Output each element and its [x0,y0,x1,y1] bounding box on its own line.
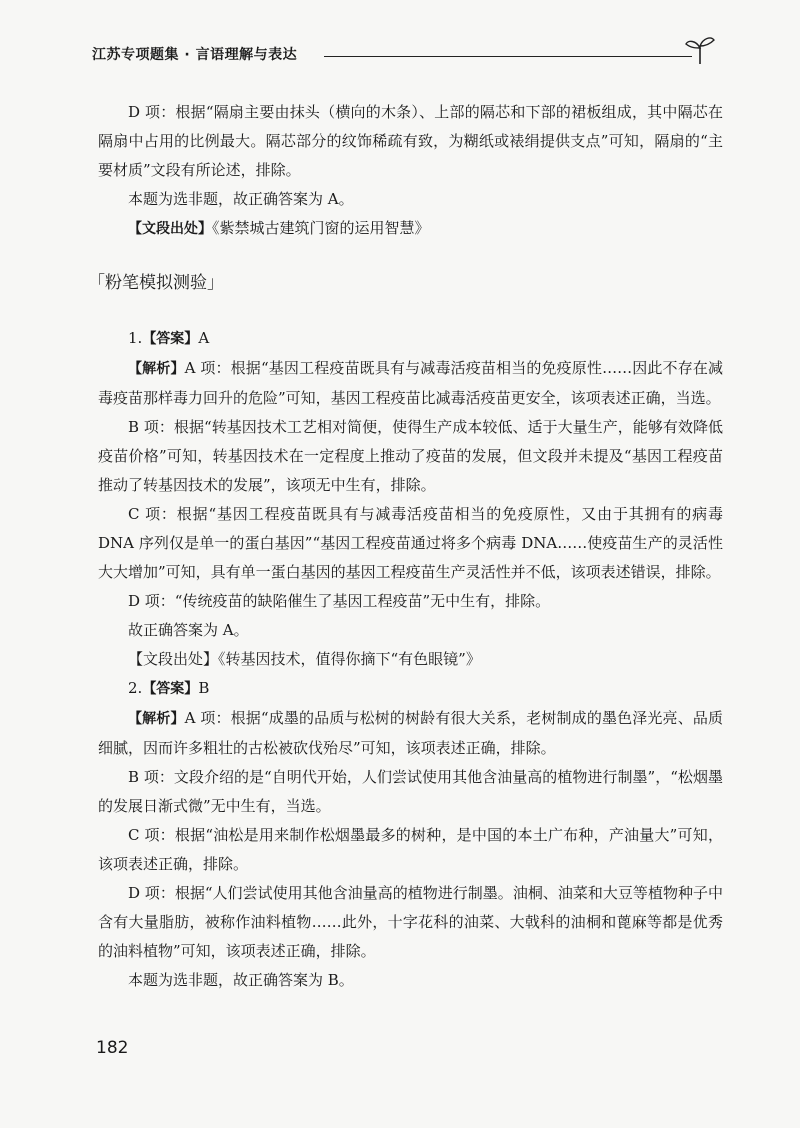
q1-analysis-a [98,354,723,413]
q1-conclusion: 故正确答案为 A。 [128,621,249,639]
q2-option-b: B 项：文段介绍的是“自明代开始，人们尝试使用其他含油量高的植物进行制墨”，“松烟墨的发展日渐式微”无中生有，当选。 [98,768,723,815]
analysis-tag: 【解析】 [128,711,185,727]
q2-option-a-text: A 项：根据“成墨的品质与松树的树龄有很大关系，老树制成的墨色泽光亮、品质细腻，因而许多粗壮的古松被砍伐殆尽”可知，该项表述正确，排除。 [98,709,723,757]
sprout-icon [683,34,717,68]
answer-tag: 【答案】 [142,681,199,697]
q1-option-d: D 项：“传统疫苗的缺陷催生了基因工程疫苗”无中生有，排除。 [128,592,551,610]
page-header [92,34,717,70]
q1-answer [98,324,723,354]
intro-option-d: D 项：根据“隔扇主要由抹头（横向的木条）、上部的隔芯和下部的裙板组成，其中隔芯在隔扇中占用的比例最大。隔芯部分的纹饰稀疏有致，为糊纸或裱绢提供支点”可知，隔扇的“主要材质”文段有所论述，排除。 [98,103,723,179]
analysis-tag: 【解析】 [128,361,185,377]
q2-answer-value: B [198,679,210,697]
q1-number: 1. [128,329,143,347]
section-heading: 「粉笔模拟测验」 [88,273,224,293]
answer-tag: 【答案】 [142,331,199,347]
q1-option-a-text: A 项：根据“基因工程疫苗既具有与减毒活疫苗相当的免疫原性……因此不存在减毒疫苗那样毒力回升的危险”可知，基因工程疫苗比减毒活疫苗更安全，该项表述正确，当选。 [98,359,723,407]
source-title: 《转基因技术，值得你摘下“有色眼镜”》 [218,650,481,668]
intro-conclusion: 本题为选非题，故正确答案为 A。 [128,190,354,208]
q1-answer-value: A [198,329,210,347]
intro-source [98,214,723,244]
source-title: 《紫禁城古建筑门窗的运用智慧》 [212,219,430,237]
book-title: 江苏专项题集 · 言语理解与表达 [92,47,298,63]
q2-conclusion: 本题为选非题，故正确答案为 B。 [128,971,354,989]
q2-analysis-a [98,704,723,763]
source-tag: 【文段出处】 [128,221,212,237]
q2-answer [98,674,723,704]
header-rule [324,56,692,57]
q2-number: 2. [128,679,143,697]
q1-option-c: C 项：根据“基因工程疫苗既具有与减毒活疫苗相当的免疫原性，又由于其拥有的病毒 DNA 序列仅是单一的蛋白基因”“基因工程疫苗通过将多个病毒 DNA……使疫苗生产的灵活性大大增加”可知，具有单一蛋白基因的基因工程疫苗生产灵活性并不低，该项表述错误，排除。 [98,505,723,581]
q2-option-d: D 项：根据“人们尝试使用其他含油量高的植物进行制墨。油桐、油菜和大豆等植物种子中含有大量脂肪，被称作油料植物……此外，十字花科的油菜、大戟科的油桐和蓖麻等都是优秀的油料植物”可知，该项表述正确，排除。 [98,884,723,960]
page-number: 182 [96,1038,129,1058]
q1-source [98,645,723,674]
q1-option-b: B 项：根据“转基因技术工艺相对简便，使得生产成本较低、适于大量生产，能够有效降低疫苗价格”可知，转基因技术在一定程度上推动了疫苗的发展，但文段并未提及“基因工程疫苗推动了转基因技术的发展”，该项无中生有，排除。 [98,418,723,494]
q2-option-c: C 项：根据“油松是用来制作松烟墨最多的树种，是中国的本土广布种，产油量大”可知，该项表述正确，排除。 [98,826,723,873]
page-body [88,98,723,995]
source-tag: 【文段出处】 [128,650,219,668]
